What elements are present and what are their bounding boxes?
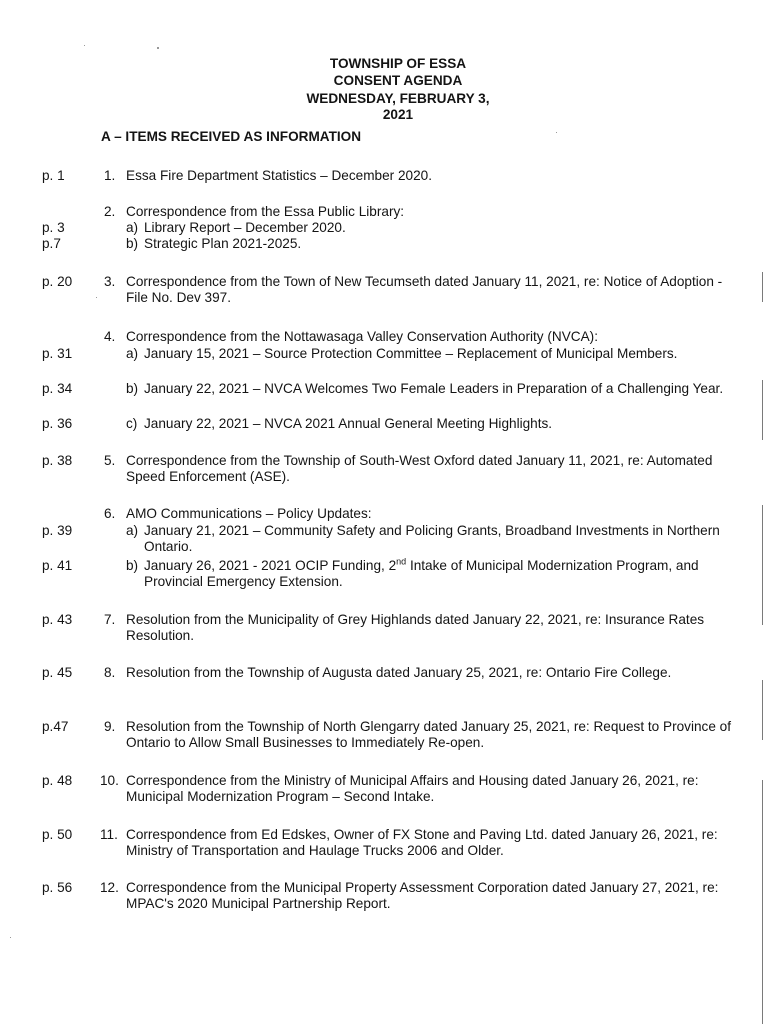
item-number: 7.: [104, 612, 116, 627]
page-ref: p. 20: [42, 274, 73, 289]
scan-edge-line: [762, 780, 763, 1024]
page-ref: p. 3: [42, 220, 65, 235]
subitem-label: b): [126, 381, 139, 396]
scan-speck: [10, 937, 11, 938]
subitem-label: c): [126, 416, 138, 431]
header-date: WEDNESDAY, FEBRUARY 3, 2021: [306, 91, 490, 122]
item-text: Correspondence from the Nottawasaga Valley Conservation Authority (NVCA):: [126, 329, 598, 344]
item-number: 4.: [104, 329, 116, 344]
page-ref: p. 1: [42, 168, 65, 183]
scan-speck: [556, 132, 557, 133]
item-number: 10.: [100, 773, 119, 788]
scan-edge-line: [762, 272, 763, 302]
item-text: Resolution from the Township of Augusta dated January 25, 2021, re: Ontario Fire College.: [126, 665, 672, 680]
page-ref: p. 41: [42, 558, 73, 573]
page-ref: p. 56: [42, 880, 73, 895]
subitem-text: Library Report – December 2020.: [144, 220, 346, 235]
item-number: 9.: [104, 719, 116, 734]
item-number: 3.: [104, 274, 116, 289]
scan-speck: [96, 297, 97, 298]
page-ref: p. 38: [42, 453, 73, 468]
subitem-label: a): [126, 346, 139, 361]
item-text: Correspondence from the Township of South-West Oxford dated January 11, 2021, re: Automated Speed Enforcement (ASE).: [126, 453, 713, 484]
item-text: Correspondence from Ed Edskes, Owner of FX Stone and Paving Ltd. dated January 26, 2021, re: Ministry of Transportation and Haulage Trucks 2006 and Older.: [126, 827, 718, 858]
scan-edge-line: [762, 505, 763, 625]
subitem-text: January 26, 2021 - 2021 OCIP Funding, 2nd Intake of Municipal Modernization Program, and Provincial Emergency Extension.: [144, 556, 699, 589]
subitem-label: a): [126, 523, 139, 538]
scan-speck: [84, 45, 85, 46]
subitem-text: Strategic Plan 2021-2025.: [144, 236, 302, 251]
subitem-label: a): [126, 220, 139, 235]
item-number: 5.: [104, 453, 116, 468]
page-ref: p.47: [42, 719, 69, 734]
section-title: A – ITEMS RECEIVED AS INFORMATION: [101, 129, 362, 144]
page-ref: p. 50: [42, 827, 73, 842]
subitem-label: b): [126, 558, 139, 573]
header-township: TOWNSHIP OF ESSA: [329, 56, 467, 71]
page-ref: p.7: [42, 236, 61, 251]
page-ref: p. 34: [42, 381, 73, 396]
subitem-text: January 22, 2021 – NVCA Welcomes Two Female Leaders in Preparation of a Challenging Year.: [144, 381, 724, 396]
subitem-text: January 21, 2021 – Community Safety and Policing Grants, Broadband Investments in Northern Ontario.: [144, 523, 720, 554]
scan-edge-line: [762, 680, 763, 740]
item-text: Correspondence from the Ministry of Municipal Affairs and Housing dated January 26, 2021, re: Municipal Modernization Program – Second Intake.: [126, 773, 699, 804]
item-number: 11.: [100, 827, 118, 842]
item-text: Resolution from the Municipality of Grey Highlands dated January 22, 2021, re: Insurance Rates Resolution.: [126, 612, 705, 643]
page-ref: p. 36: [42, 416, 73, 431]
scan-edge-line: [762, 380, 763, 440]
item-text: Correspondence from the Essa Public Library:: [126, 204, 405, 219]
item-text: AMO Communications – Policy Updates:: [126, 506, 372, 521]
subitem-text: January 22, 2021 – NVCA 2021 Annual General Meeting Highlights.: [144, 416, 553, 431]
item-text: Correspondence from the Town of New Tecumseth dated January 11, 2021, re: Notice of Adoption - File No. Dev 397.: [126, 274, 723, 305]
page-ref: p. 39: [42, 523, 73, 538]
subitem-label: b): [126, 236, 139, 251]
item-text: Resolution from the Township of North Glengarry dated January 25, 2021, re: Request to Province of Ontario to Allow Small Businesses to Immediately Re-open.: [126, 719, 732, 750]
item-number: 8.: [104, 665, 116, 680]
page-ref: p. 43: [42, 612, 73, 627]
item-number: 12.: [100, 880, 119, 895]
item-number: 1.: [104, 168, 116, 183]
item-text: Correspondence from the Municipal Property Assessment Corporation dated January 27, 2021, re: MPAC's 2020 Municipal Partnership Report.: [126, 880, 719, 911]
header-consent-agenda: CONSENT AGENDA: [333, 73, 463, 88]
page-ref: p. 45: [42, 665, 73, 680]
item-number: 2.: [104, 204, 116, 219]
item-number: 6.: [104, 506, 116, 521]
scan-speck: [157, 47, 159, 49]
subitem-text: January 15, 2021 – Source Protection Committee – Replacement of Municipal Members.: [144, 346, 678, 361]
item-text: Essa Fire Department Statistics – December 2020.: [126, 168, 432, 183]
page-ref: p. 31: [42, 346, 73, 361]
page-ref: p. 48: [42, 773, 73, 788]
